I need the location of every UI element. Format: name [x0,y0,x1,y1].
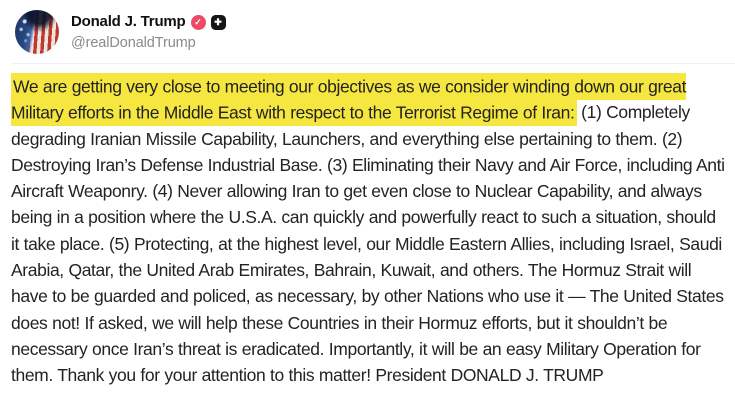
header-divider [12,63,735,64]
name-row [71,13,226,31]
post-body [0,73,735,389]
highlighted-text: We are getting very close to meeting our objectives as we consider winding down our great Military efforts in the Middle East with respect to the Terrorist Regime of Iran: [11,73,686,126]
verified-badge-icon: ✓ [191,15,206,30]
avatar[interactable] [15,10,59,54]
user-identity [71,10,226,52]
post-header [0,0,735,54]
display-name[interactable]: Donald J. Trump [71,13,186,30]
user-handle[interactable]: @realDonaldTrump [71,35,196,51]
post-body-text: (1) Completely degrading Iranian Missile Capability, Launchers, and everything else pertaining to them. (2) Destroying Iran’s Defense Industrial Base. (3) Eliminating their Navy and Air Force, including Anti Aircraft Weaponry. (4) Never allowing Iran to get even close to Nuclear Capability, and always being in a position where the U.S.A. can quickly and powerfully react to such a situation, should it take place. (5) Protecting, at the highest level, our Middle Eastern Allies, including Israel, Saudi Arabia, Qatar, the United Arab Emirates, Bahrain, Kuwait, and others. The Hormuz Strait will have to be guarded and policed, as necessary, by other Nations who use it — The United States does not! If asked, we will help these Countries in their Hormuz efforts, but it shouldn’t be necessary once Iran’s threat is eradicated. Importantly, it will be an easy Military Operation for them. Thank you for your attention to this matter! President DONALD J. TRUMP [11,102,725,386]
plus-badge-icon: ✚ [211,15,226,30]
